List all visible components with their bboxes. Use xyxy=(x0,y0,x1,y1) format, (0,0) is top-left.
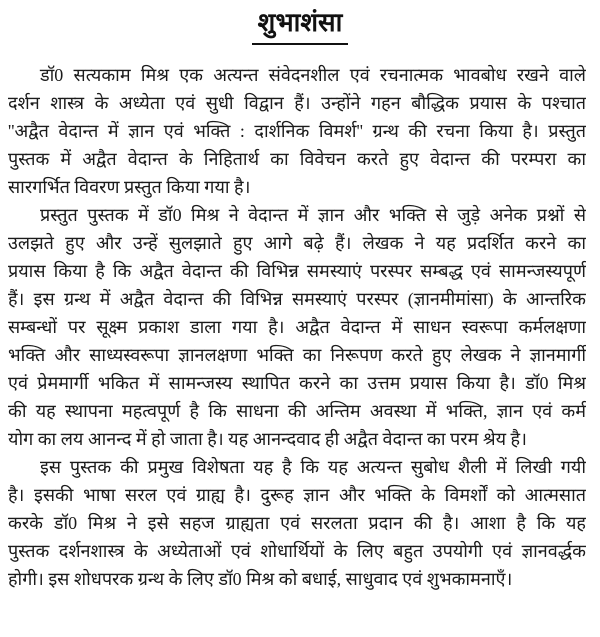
text-line: योग का लय आनन्द में हो जाता है। यह आनन्दवाद ही अद्वैत वेदान्त का परम श्रेय है। xyxy=(8,428,527,449)
body-text xyxy=(8,61,586,593)
text-line: उलझते हुए और उन्हें सुलझाते हुए आगे बढ़े हैं। लेखक ने यह प्रदर्शित करने का xyxy=(8,232,586,253)
text-line: सारगर्भित विवरण प्रस्तुत किया गया है। xyxy=(8,176,251,197)
text-line: इस पुस्तक की प्रमुख विशेषता यह है कि यह अत्यन्त सुबोध शैली में लिखी गयी xyxy=(40,456,586,477)
text-line: सम्बन्धों पर सूक्ष्म प्रकाश डाला गया है। अद्वैत वेदान्त में साधन स्वरूपा कर्मलक्षणा xyxy=(8,316,586,337)
page-title: शुभाशंसा xyxy=(252,6,349,45)
text-line: होगी। इस शोधपरक ग्रन्थ के लिए डॉ0 मिश्र को बधाई, साधुवाद एवं शुभकामनाएँ। xyxy=(8,568,513,589)
text-line: पुस्तक में अद्वैत वेदान्त के निहितार्थ का विवेचन करते हुए वेदान्त की परम्परा का xyxy=(8,148,586,169)
text-line: ''अद्वैत वेदान्त में ज्ञान एवं भक्ति : दार्शनिक विमर्श'' ग्रन्थ की रचना किया है। प्रस्तुत xyxy=(8,120,586,141)
paragraph xyxy=(8,61,586,201)
text-line: हैं। इस ग्रन्थ में अद्वैत वेदान्त की विभिन्न समस्याएं परस्पर (ज्ञानमीमांसा) के आन्तरिक xyxy=(8,288,586,309)
text-line: डॉ0 सत्यकाम मिश्र एक अत्यन्त संवेदनशील एवं रचनात्मक भावबोध रखने वाले xyxy=(40,64,586,85)
title-container xyxy=(0,6,600,45)
text-line: करके डॉ0 मिश्र ने इसे सहज ग्राह्यता एवं सरलता प्रदान की है। आशा है कि यह xyxy=(8,512,586,533)
text-line: पुस्तक दर्शनशास्त्र के अध्येताओं एवं शोधार्थियों के लिए बहुत उपयोगी एवं ज्ञानवर्द्धक xyxy=(8,540,586,561)
paragraph xyxy=(8,453,586,593)
text-line: दर्शन शास्त्र के अध्येता एवं सुधी विद्वान हैं। उन्होंने गहन बौद्धिक प्रयास के पश्चात xyxy=(8,92,586,113)
text-line: प्रस्तुत पुस्तक में डॉ0 मिश्र ने वेदान्त में ज्ञान और भक्ति से जुड़े अनेक प्रश्नों से xyxy=(40,204,586,225)
paragraph xyxy=(8,201,586,453)
text-line: है। इसकी भाषा सरल एवं ग्राह्य है। दुरूह ज्ञान और भक्ति के विमर्शों को आत्मसात xyxy=(8,484,586,505)
text-line: प्रयास किया है कि अद्वैत वेदान्त की विभिन्न समस्याएं परस्पर सम्बद्ध एवं सामन्जस्यपूर्ण xyxy=(8,260,586,281)
text-line: की यह स्थापना महत्वपूर्ण है कि साधना की अन्तिम अवस्था में भक्ति, ज्ञान एवं कर्म xyxy=(8,400,586,421)
text-line: एवं प्रेममार्गी भकित में सामन्जस्य स्थापित करने का उत्तम प्रयास किया है। डॉ0 मिश्र xyxy=(8,372,586,393)
text-line: भक्ति और साध्यस्वरूपा ज्ञानलक्षणा भक्ति का निरूपण करते हुए लेखक ने ज्ञानमार्गी xyxy=(8,344,586,365)
